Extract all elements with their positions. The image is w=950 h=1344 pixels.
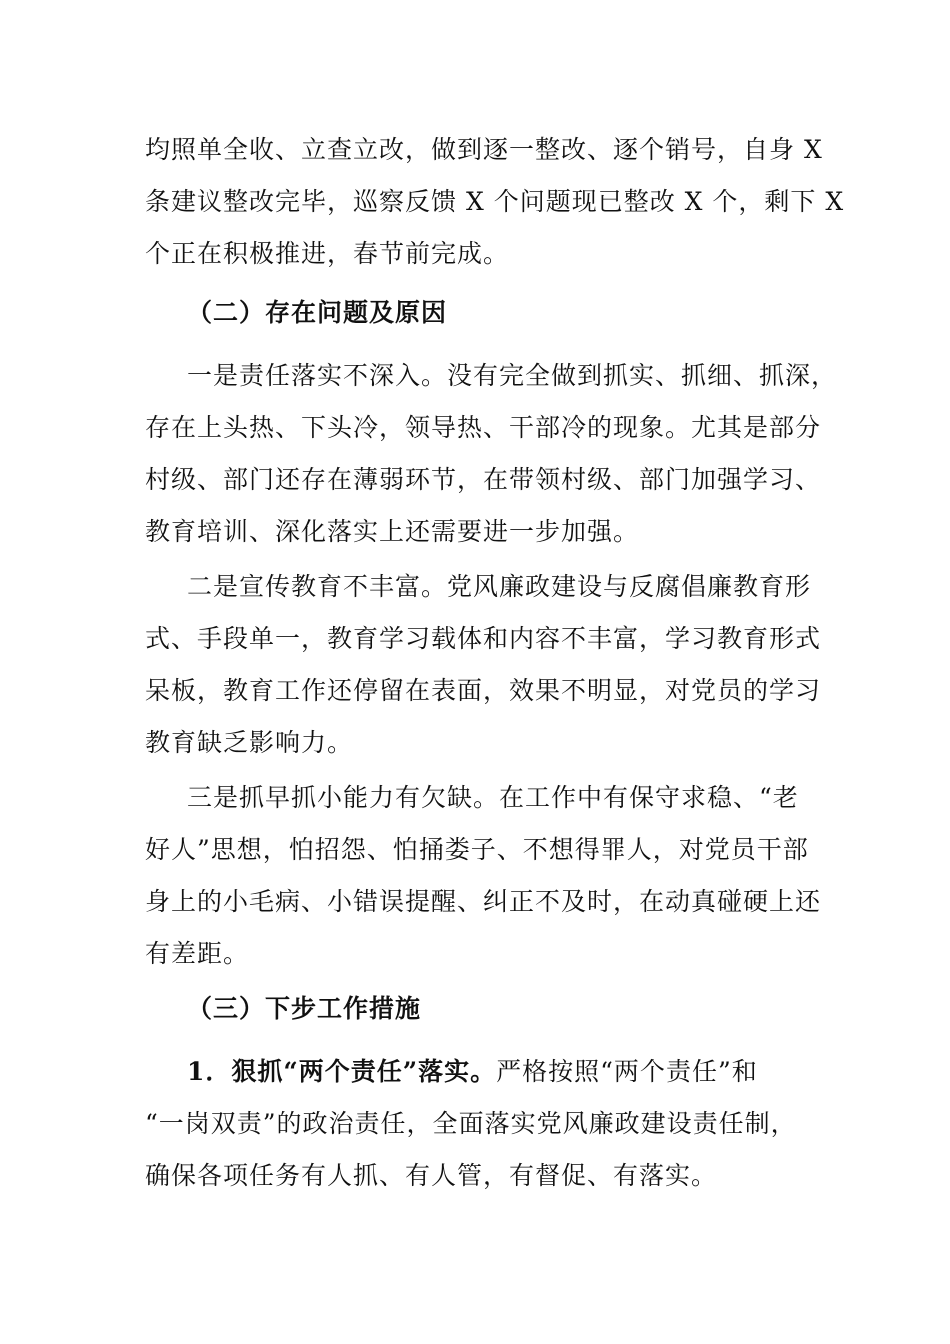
text-line: 村级、部门还存在薄弱环节，在带领村级、部门加强学习、: [145, 465, 822, 494]
paragraph-education-issue: [145, 561, 822, 769]
text-line: [145, 1046, 810, 1098]
section-heading-next-steps: [145, 983, 810, 1035]
text-run: 严格按照“两个责任”和: [496, 1057, 758, 1086]
text-line: 个正在积极推进，春节前完成。: [145, 239, 510, 268]
text-line: 呆板，教育工作还停留在表面，效果不明显，对党员的学习: [145, 676, 822, 705]
text-line: 教育缺乏影响力。: [145, 728, 354, 757]
section-heading-text: （三）下步工作措施: [187, 994, 422, 1023]
bold-lead-text: 1．狠抓“两个责任”落实。: [187, 1057, 497, 1086]
paragraph-early-intervention-issue: [145, 772, 822, 980]
text-line: 均照单全收、立查立改，做到逐一整改、逐个销号，自身 X: [145, 135, 823, 164]
text-line: 教育培训、深化落实上还需要进一步加强。: [145, 517, 640, 546]
paragraph-rectification-status: [145, 124, 845, 280]
text-line: “一岗双责”的政治责任，全面落实党风廉政建设责任制，: [145, 1109, 797, 1138]
text-line: 一是责任落实不深入。没有完全做到抓实、抓细、抓深，: [187, 361, 838, 390]
section-heading-problems: [145, 287, 810, 339]
text-line: 条建议整改完毕，巡察反馈 X 个问题现已整改 X 个，剩下 X: [145, 187, 845, 216]
text-line: 身上的小毛病、小错误提醒、纠正不及时，在动真碰硬上还: [145, 887, 822, 916]
text-line: 存在上头热、下头冷，领导热、干部冷的现象。尤其是部分: [145, 413, 822, 442]
text-line: 式、手段单一，教育学习载体和内容不丰富，学习教育形式: [145, 624, 822, 653]
text-line: 确保各项任务有人抓、有人管，有督促、有落实。: [145, 1161, 718, 1190]
section-heading-text: （二）存在问题及原因: [187, 298, 448, 327]
text-line: 有差距。: [145, 939, 250, 968]
text-line: 二是宣传教育不丰富。党风廉政建设与反腐倡廉教育形: [187, 572, 812, 601]
paragraph-responsibility-issue: [145, 350, 838, 558]
text-line: 三是抓早抓小能力有欠缺。在工作中有保守求稳、“老: [187, 783, 799, 812]
text-line: 好人”思想，怕招怨、怕捅娄子、不想得罪人，对党员干部: [145, 835, 809, 864]
paragraph-two-responsibilities: [145, 1046, 810, 1202]
